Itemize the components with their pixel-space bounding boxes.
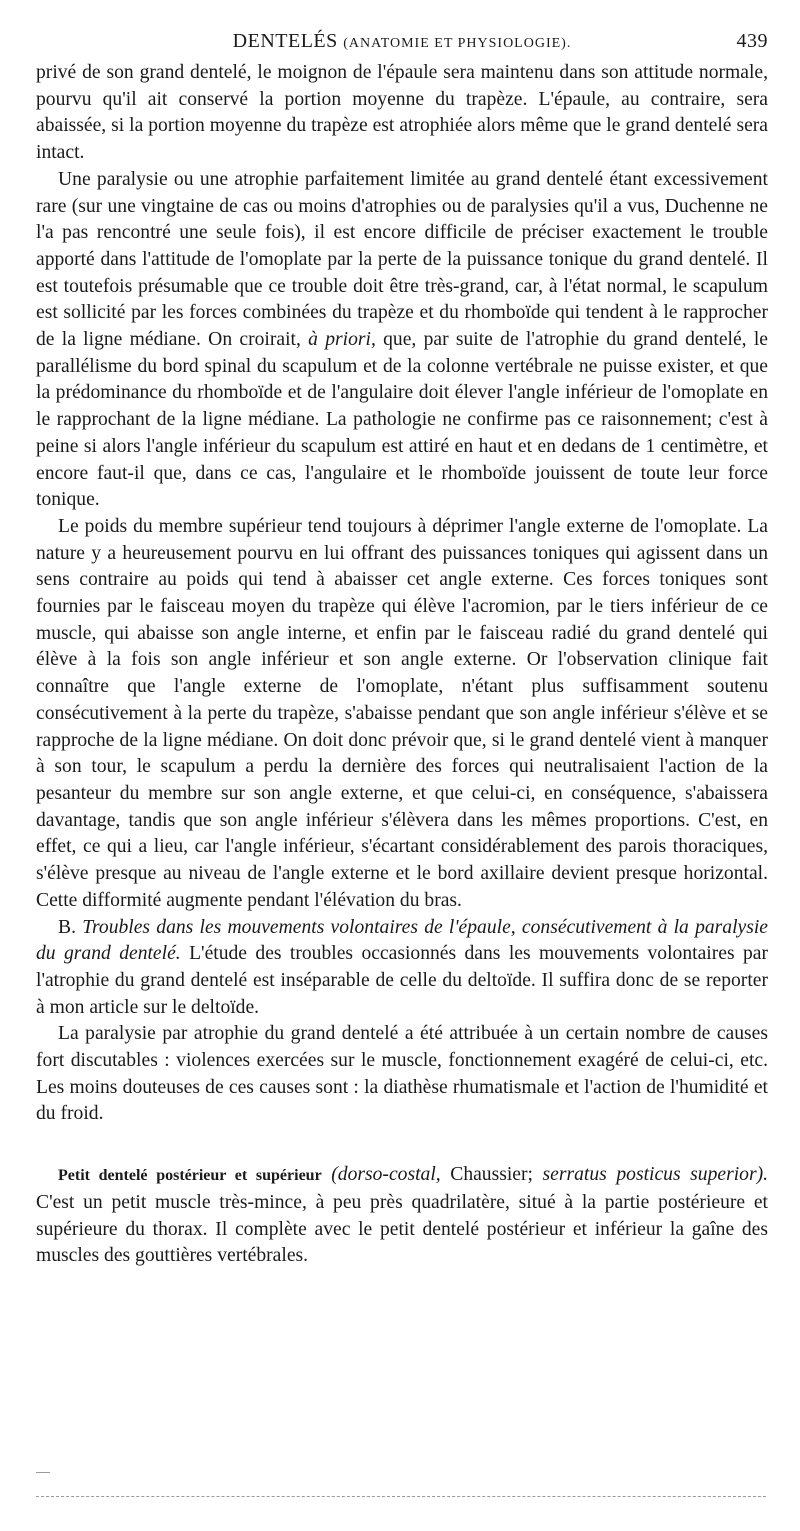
paragraph-4-italic: Troubles dans les mouvements volontaires de l'épaule, consécutivement à la paralysie du grand dentelé. (36, 916, 768, 965)
paragraph-2-italic: à priori, (308, 329, 376, 351)
paragraph-1: privé de son grand dentelé, le moignon de l'épaule sera maintenu dans son attitude normale, pourvu qu'il ait conservé la portion moyenne du trapèze. L'épaule, au contraire, sera abaissée, si la portion moyenne du trapèze est atrophiée alors même que le grand dentelé sera intact. (36, 62, 768, 164)
paragraph-5: La paralysie par atrophie du grand dentelé a été attribuée à un certain nombre de causes fort discutables : violences exercées sur le muscle, fonctionnement exagéré de celui-ci, etc. Les moins douteuses de ces causes sont : la diathèse rhumatismale et l'action de l'humidité et du froid. (36, 1023, 768, 1125)
paragraph-4 (36, 915, 768, 1022)
paragraph-6-text: C'est un petit muscle très-mince, à peu près quadrilatère, situé à la partie postérieure et supérieure du thorax. Il complète avec le petit dentelé postérieur et inférieur la gaîne des muscles des gouttières vertébrales. (36, 1191, 768, 1267)
page (36, 30, 768, 1270)
paragraph-2 (36, 167, 768, 514)
paragraph-6-author: Chaussier; (450, 1164, 533, 1186)
running-header (36, 30, 768, 60)
page-number: 439 (736, 30, 768, 52)
paragraph-6-italic-2: serratus posticus superior). (542, 1164, 768, 1186)
paragraph-2-text-a: Une paralysie ou une atrophie parfaitement limitée au grand dentelé étant excessivement rare (sur une vingtaine de cas ou moins d'atrophies ou de paralysies qu'il a vus, Duchenne ne l'a pas rencontré une seule fois), il est encore difficile de préciser exactement le trouble apporté dans l'attitude de l'omoplate par la perte de la puissance tonique du grand dentelé. Il est toutefois présumable que ce trouble doit être très-grand, car, à l'état normal, le scapulum est sollicité par les forces combinées du trapèze et du rhomboïde qui tendent à le rapprocher de la ligne médiane. On croirait, (36, 168, 768, 351)
paragraph-6-italic-1: (dorso-costal, (331, 1164, 441, 1186)
paragraph-4-text: L'étude des troubles occasionnés dans les mouvements volontaires par l'atrophie du grand dentelé est inséparable de celle du deltoïde. Il suffira donc de se reporter à mon article sur le deltoïde. (36, 943, 768, 1018)
running-title (36, 30, 768, 53)
footer-dash (36, 1472, 50, 1473)
paragraph-6 (36, 1162, 768, 1270)
paragraph-4-label: B. (58, 916, 76, 938)
title-main: DENTELÉS (232, 30, 338, 52)
section-gap (36, 1132, 768, 1158)
paragraph-2-text-b: que, par suite de l'atrophie du grand dentelé, le parallélisme du bord spinal du scapulum et de la colonne vertébrale ne puisse exister, et que la prédominance du rhomboïde et de l'angulaire doit élever l'angle inférieur de l'omoplate en le rapprochant de la ligne médiane. La pathologie ne confirme pas ce raisonnement; c'est à peine si alors l'angle inférieur du scapulum est attiré en haut et en dedans de 1 centimètre, et encore faut-il que, dans ce cas, l'angulaire et le rhomboïde jouissent de toute leur force tonique. (36, 329, 768, 511)
section-heading: Petit dentelé postérieur et supérieur (58, 1167, 322, 1185)
body-text (36, 60, 768, 1270)
title-sub: (ANATOMIE ET PHYSIOLOGIE). (343, 36, 572, 51)
paragraph-3: Le poids du membre supérieur tend toujours à déprimer l'angle externe de l'omoplate. La nature y a heureusement pourvu en lui offrant des puissances toniques qui agissent dans un sens contraire au poids qui tend à abaisser cet angle externe. Ces forces toniques sont fournies par le faisceau moyen du trapèze qui élève l'acromion, par le tiers inférieur de ce muscle, qui abaisse son angle interne, et enfin par le faisceau radié du grand dentelé qui élève à la fois son angle inférieur et son angle externe. Or l'observation clinique fait connaître que l'angle externe de l'omoplate, n'étant plus suffisamment soutenu consécutivement à la perte du trapèze, s'abaisse pendant que son angle inférieur s'élève et se rapproche de la ligne médiane. On doit donc prévoir que, si le grand dentelé vient à manquer à son tour, le scapulum a perdu la dernière des forces qui neutralisaient l'action de la pesanteur du membre sur son angle externe, et que celui-ci, en conséquence, s'abaissera davantage, tandis que son angle inférieur s'élèvera dans les mêmes proportions. C'est, en effet, ce qui a lieu, car l'angle inférieur, s'écartant considérablement des parois thoraciques, s'élève presque au niveau de l'angle externe et le bord axillaire devient presque horizontal. Cette difformité augmente pendant l'élévation du bras. (36, 515, 768, 911)
footer-rule (36, 1496, 766, 1497)
